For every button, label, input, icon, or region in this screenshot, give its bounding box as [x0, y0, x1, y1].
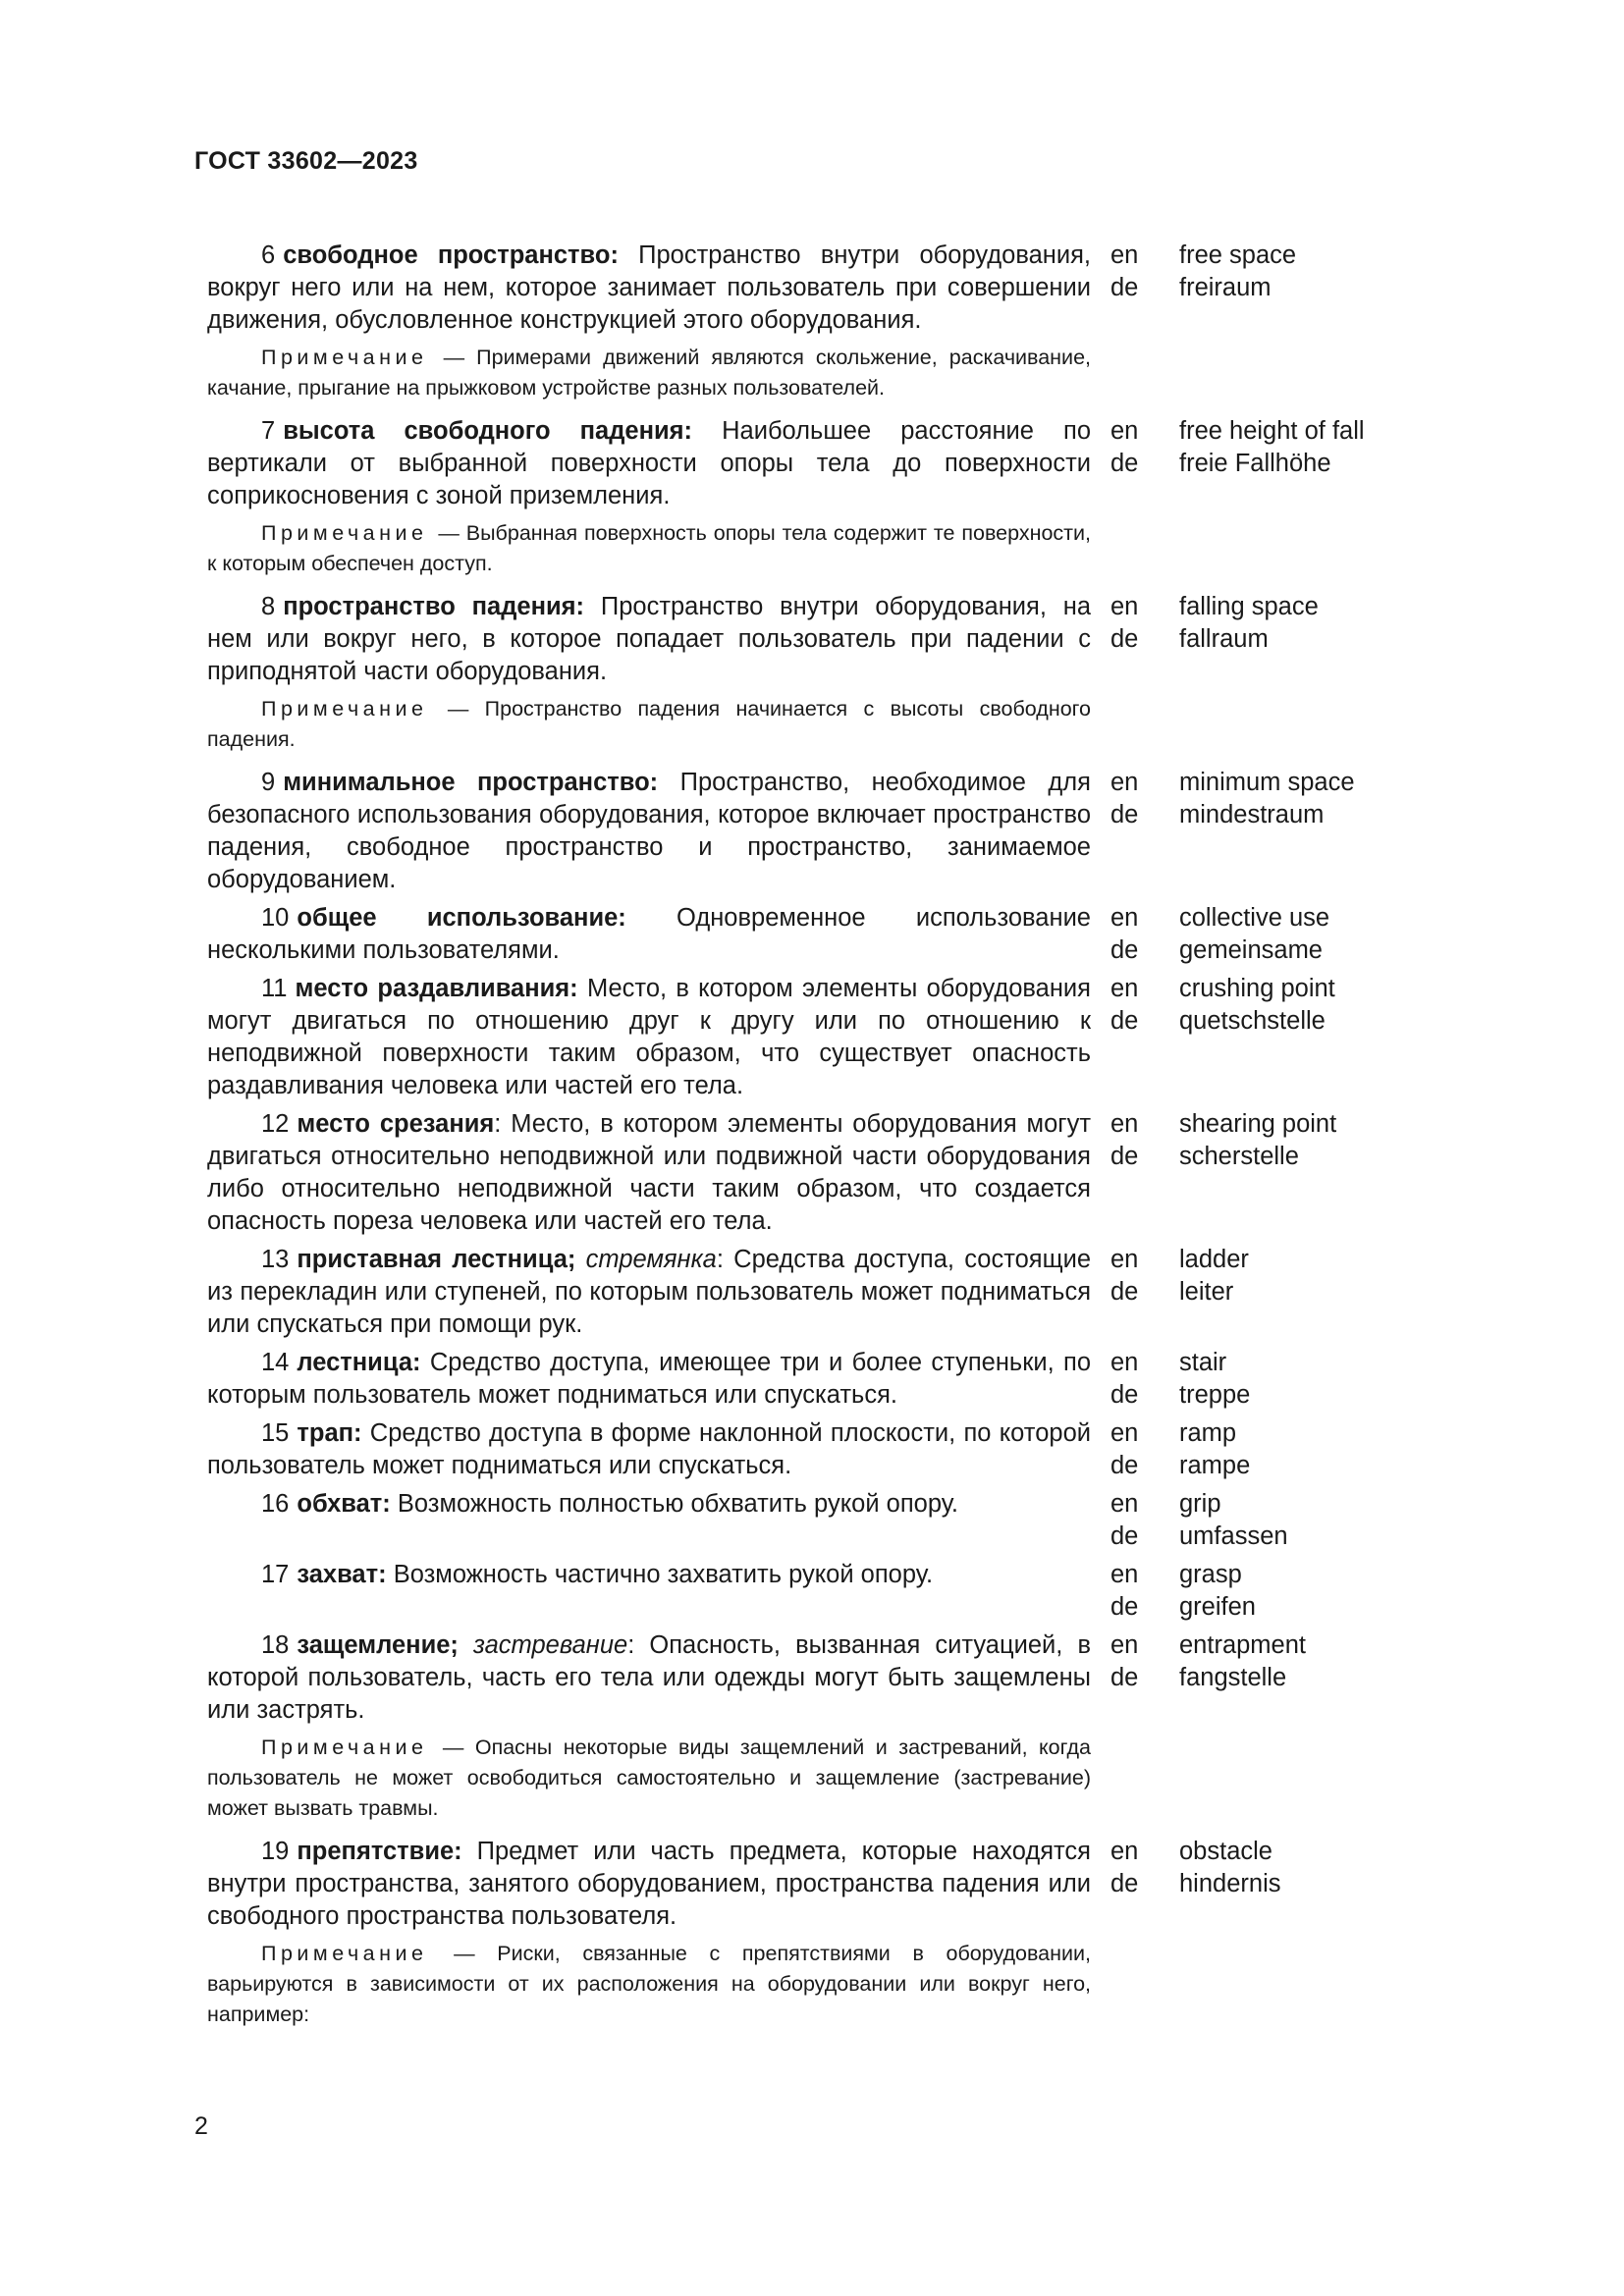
term-number: 19 — [261, 1838, 290, 1865]
language-codes — [1110, 902, 1179, 967]
term-note — [207, 1939, 1091, 2030]
term-equivalents — [1179, 1488, 1288, 1553]
lang-code-en: en — [1110, 1349, 1139, 1376]
term-name: захват: — [297, 1561, 387, 1588]
term-name: обхват: — [297, 1490, 391, 1518]
term-definition — [207, 1629, 1091, 1727]
lang-code-de: de — [1110, 625, 1139, 653]
term-name: общее использование: — [297, 904, 626, 932]
term-entry — [207, 973, 1444, 1102]
term-name: место раздавливания: — [295, 975, 578, 1002]
term-equivalents — [1179, 591, 1319, 688]
term-equivalents — [1179, 1559, 1256, 1624]
term-name: защемление; — [297, 1631, 459, 1659]
equivalent-en: ladder — [1179, 1246, 1249, 1273]
equivalent-de: fangstelle — [1179, 1664, 1287, 1691]
lang-code-de: de — [1110, 1007, 1139, 1035]
language-codes — [1110, 1559, 1179, 1624]
lang-code-de: de — [1110, 1664, 1139, 1691]
term-text: Средство доступа в форме наклонной плоскости, по которой пользователь может подниматься или спускаться. — [207, 1419, 1091, 1479]
term-number: 9 — [261, 769, 276, 796]
term-number: 7 — [261, 417, 276, 445]
equivalent-de: gemeinsame — [1179, 936, 1323, 964]
lang-code-en: en — [1110, 1838, 1139, 1865]
equivalent-en: grip — [1179, 1490, 1221, 1518]
term-note — [207, 518, 1091, 579]
term-equivalents — [1179, 240, 1296, 337]
equivalent-en: crushing point — [1179, 975, 1335, 1002]
term-number: 8 — [261, 593, 276, 620]
equivalent-de: scherstelle — [1179, 1143, 1299, 1170]
lang-code-en: en — [1110, 1419, 1139, 1447]
equivalent-de: leiter — [1179, 1278, 1234, 1306]
term-text: Пространство внутри оборудования, вокруг него или на нем, которое занимает пользователь при совершении движения, обусловленное конструкцией этого оборудования. — [207, 241, 1091, 334]
lang-code-en: en — [1110, 769, 1139, 796]
lang-code-de: de — [1110, 936, 1139, 964]
lang-code-de: de — [1110, 450, 1139, 477]
term-text: : Место, в котором элементы оборудования могут двигаться относительно неподвижной или подвижной части оборудования либо относительно неподвижной части таким образом, что создается опасность пореза человека или частей его тела. — [207, 1110, 1091, 1235]
term-definition — [207, 240, 1091, 337]
term-definition — [207, 591, 1091, 688]
term-equivalents — [1179, 1629, 1306, 1727]
term-name: приставная лестница; — [297, 1246, 576, 1273]
language-codes — [1110, 1417, 1179, 1482]
term-synonym: застревание — [473, 1631, 628, 1659]
term-entry — [207, 1629, 1444, 1727]
equivalent-en: entrapment — [1179, 1631, 1306, 1659]
equivalent-en: free height of fall — [1179, 417, 1365, 445]
language-codes — [1110, 415, 1179, 512]
language-codes — [1110, 1836, 1179, 1933]
language-codes — [1110, 1108, 1179, 1238]
lang-code-en: en — [1110, 241, 1139, 269]
term-name: минимальное пространство: — [283, 769, 659, 796]
term-note — [207, 343, 1091, 403]
term-definition — [207, 1108, 1091, 1238]
note-text: — Риски, связанные с препятствиями в оборудовании, варьируются в зависимости от их расположения на оборудовании или вокруг него, например: — [207, 1942, 1091, 2026]
lang-code-de: de — [1110, 1593, 1139, 1621]
language-codes — [1110, 767, 1179, 896]
term-name: свободное пространство: — [283, 241, 619, 269]
note-text: — Выбранная поверхность опоры тела содержит те поверхности, к которым обеспечен доступ. — [207, 521, 1091, 575]
term-definition — [207, 1417, 1091, 1482]
term-number: 6 — [261, 241, 276, 269]
term-equivalents — [1179, 902, 1329, 967]
language-codes — [1110, 1244, 1179, 1341]
term-definition — [207, 767, 1091, 896]
terms-list — [207, 240, 1444, 2042]
term-text: : Средства доступа, состоящие из перекладин или ступеней, по которым пользователь может подниматься или спускаться при помощи рук. — [207, 1246, 1091, 1338]
term-entry — [207, 1417, 1444, 1482]
term-definition — [207, 1244, 1091, 1341]
term-equivalents — [1179, 1244, 1249, 1341]
term-definition — [207, 1347, 1091, 1412]
lang-code-en: en — [1110, 417, 1139, 445]
note-text: — Опасны некоторые виды защемлений и застреваний, когда пользователь не может освободиться самостоятельно и защемление (застревание) может вызвать травмы. — [207, 1735, 1091, 1820]
lang-code-en: en — [1110, 1631, 1139, 1659]
term-entry — [207, 591, 1444, 688]
equivalent-en: grasp — [1179, 1561, 1242, 1588]
term-note — [207, 694, 1091, 755]
term-equivalents — [1179, 1108, 1336, 1238]
term-name: пространство падения: — [283, 593, 585, 620]
equivalent-en: minimum space — [1179, 769, 1355, 796]
equivalent-de: treppe — [1179, 1381, 1251, 1409]
equivalent-de: quetschstelle — [1179, 1007, 1326, 1035]
term-number: 17 — [261, 1561, 290, 1588]
term-entry — [207, 767, 1444, 896]
note-label: Примечание — [261, 346, 428, 369]
term-entry — [207, 1108, 1444, 1238]
term-definition — [207, 1559, 1091, 1624]
term-text: Средство доступа, имеющее три и более ступеньки, по которым пользователь может подниматься или спускаться. — [207, 1349, 1092, 1409]
lang-code-de: de — [1110, 1143, 1139, 1170]
note-label: Примечание — [261, 1735, 428, 1759]
equivalent-en: falling space — [1179, 593, 1319, 620]
equivalent-de: greifen — [1179, 1593, 1256, 1621]
lang-code-de: de — [1110, 274, 1139, 301]
lang-code-de: de — [1110, 1452, 1139, 1479]
term-definition — [207, 1836, 1091, 1933]
term-definition — [207, 1488, 1091, 1553]
equivalent-en: free space — [1179, 241, 1297, 269]
language-codes — [1110, 1347, 1179, 1412]
term-text: Одновременное использование несколькими пользователями. — [207, 904, 1091, 964]
term-equivalents — [1179, 1836, 1280, 1933]
term-text: Наибольшее расстояние по вертикали от выбранной поверхности опоры тела до поверхности соприкосновения с зоной приземления. — [207, 417, 1092, 509]
equivalent-en: shearing point — [1179, 1110, 1337, 1138]
lang-code-en: en — [1110, 593, 1139, 620]
equivalent-de: umfassen — [1179, 1522, 1288, 1550]
equivalent-de: freie Fallhöhe — [1179, 450, 1331, 477]
term-definition — [207, 902, 1091, 967]
lang-code-en: en — [1110, 1246, 1139, 1273]
term-entry — [207, 1347, 1444, 1412]
term-entry — [207, 1488, 1444, 1553]
term-entry — [207, 1836, 1444, 1933]
lang-code-en: en — [1110, 1561, 1139, 1588]
equivalent-de: mindestraum — [1179, 801, 1325, 828]
note-label: Примечание — [261, 521, 428, 545]
term-number: 14 — [261, 1349, 290, 1376]
term-number: 12 — [261, 1110, 290, 1138]
language-codes — [1110, 591, 1179, 688]
term-text: Пространство, необходимое для безопасного использования оборудования, которое включает пространство падения, свободное пространство и пространство, занимаемое оборудованием. — [207, 769, 1091, 893]
term-text: Место, в котором элементы оборудования могут двигаться по отношению друг к другу или по отношению к неподвижной поверхности таким образом, что существует опасность раздавливания человека или частей его тела. — [207, 975, 1091, 1099]
language-codes — [1110, 973, 1179, 1102]
term-equivalents — [1179, 767, 1355, 896]
term-number: 18 — [261, 1631, 290, 1659]
lang-code-en: en — [1110, 1110, 1139, 1138]
equivalent-de: fallraum — [1179, 625, 1269, 653]
term-equivalents — [1179, 415, 1365, 512]
lang-code-de: de — [1110, 1870, 1139, 1897]
term-name: место срезания — [297, 1110, 495, 1138]
lang-code-de: de — [1110, 801, 1139, 828]
term-number: 16 — [261, 1490, 290, 1518]
term-name: трап: — [297, 1419, 362, 1447]
language-codes — [1110, 1629, 1179, 1727]
equivalent-en: stair — [1179, 1349, 1227, 1376]
term-number: 10 — [261, 904, 290, 932]
equivalent-de: rampe — [1179, 1452, 1251, 1479]
lang-code-de: de — [1110, 1278, 1139, 1306]
term-text: Возможность полностью обхватить рукой опору. — [397, 1490, 958, 1518]
lang-code-en: en — [1110, 1490, 1139, 1518]
term-note — [207, 1733, 1091, 1824]
term-text: Предмет или часть предмета, которые находятся внутри пространства, занятого оборудованием, пространства падения или свободного пространства пользователя. — [207, 1838, 1091, 1930]
note-label: Примечание — [261, 697, 428, 721]
language-codes — [1110, 240, 1179, 337]
term-entry — [207, 1244, 1444, 1341]
term-name: высота свободного падения: — [283, 417, 693, 445]
term-name: лестница: — [297, 1349, 421, 1376]
equivalent-en: collective use — [1179, 904, 1330, 932]
term-definition — [207, 415, 1091, 512]
equivalent-en: obstacle — [1179, 1838, 1272, 1865]
note-text: — Пространство падения начинается с высоты свободного падения. — [207, 697, 1091, 751]
language-codes — [1110, 1488, 1179, 1553]
lang-code-de: de — [1110, 1381, 1139, 1409]
equivalent-de: hindernis — [1179, 1870, 1281, 1897]
term-number: 13 — [261, 1246, 290, 1273]
term-text: Возможность частично захватить рукой опору. — [393, 1561, 934, 1588]
term-name: препятствие: — [297, 1838, 462, 1865]
term-entry — [207, 415, 1444, 512]
term-text: : Опасность, вызванная ситуацией, в которой пользователь, часть его тела или одежды могут быть защемлены или застрять. — [207, 1631, 1091, 1724]
note-text: — Примерами движений являются скольжение, раскачивание, качание, прыгание на прыжковом устройстве разных пользователей. — [207, 346, 1091, 400]
term-text: Пространство внутри оборудования, на нем или вокруг него, в которое попадает пользователь при падении с приподнятой части оборудования. — [207, 593, 1092, 685]
term-entry — [207, 1559, 1444, 1624]
lang-code-en: en — [1110, 904, 1139, 932]
equivalent-de: freiraum — [1179, 274, 1272, 301]
term-synonym: стремянка — [585, 1246, 717, 1273]
term-equivalents — [1179, 1347, 1250, 1412]
lang-code-en: en — [1110, 975, 1139, 1002]
term-entry — [207, 240, 1444, 337]
term-equivalents — [1179, 1417, 1250, 1482]
document-header: ГОСТ 33602—2023 — [194, 147, 418, 175]
term-entry — [207, 902, 1444, 967]
note-label: Примечание — [261, 1942, 428, 1965]
lang-code-de: de — [1110, 1522, 1139, 1550]
term-equivalents — [1179, 973, 1335, 1102]
page-number: 2 — [194, 2112, 208, 2140]
term-definition — [207, 973, 1091, 1102]
term-number: 15 — [261, 1419, 290, 1447]
term-number: 11 — [261, 975, 288, 1002]
equivalent-en: ramp — [1179, 1419, 1237, 1447]
